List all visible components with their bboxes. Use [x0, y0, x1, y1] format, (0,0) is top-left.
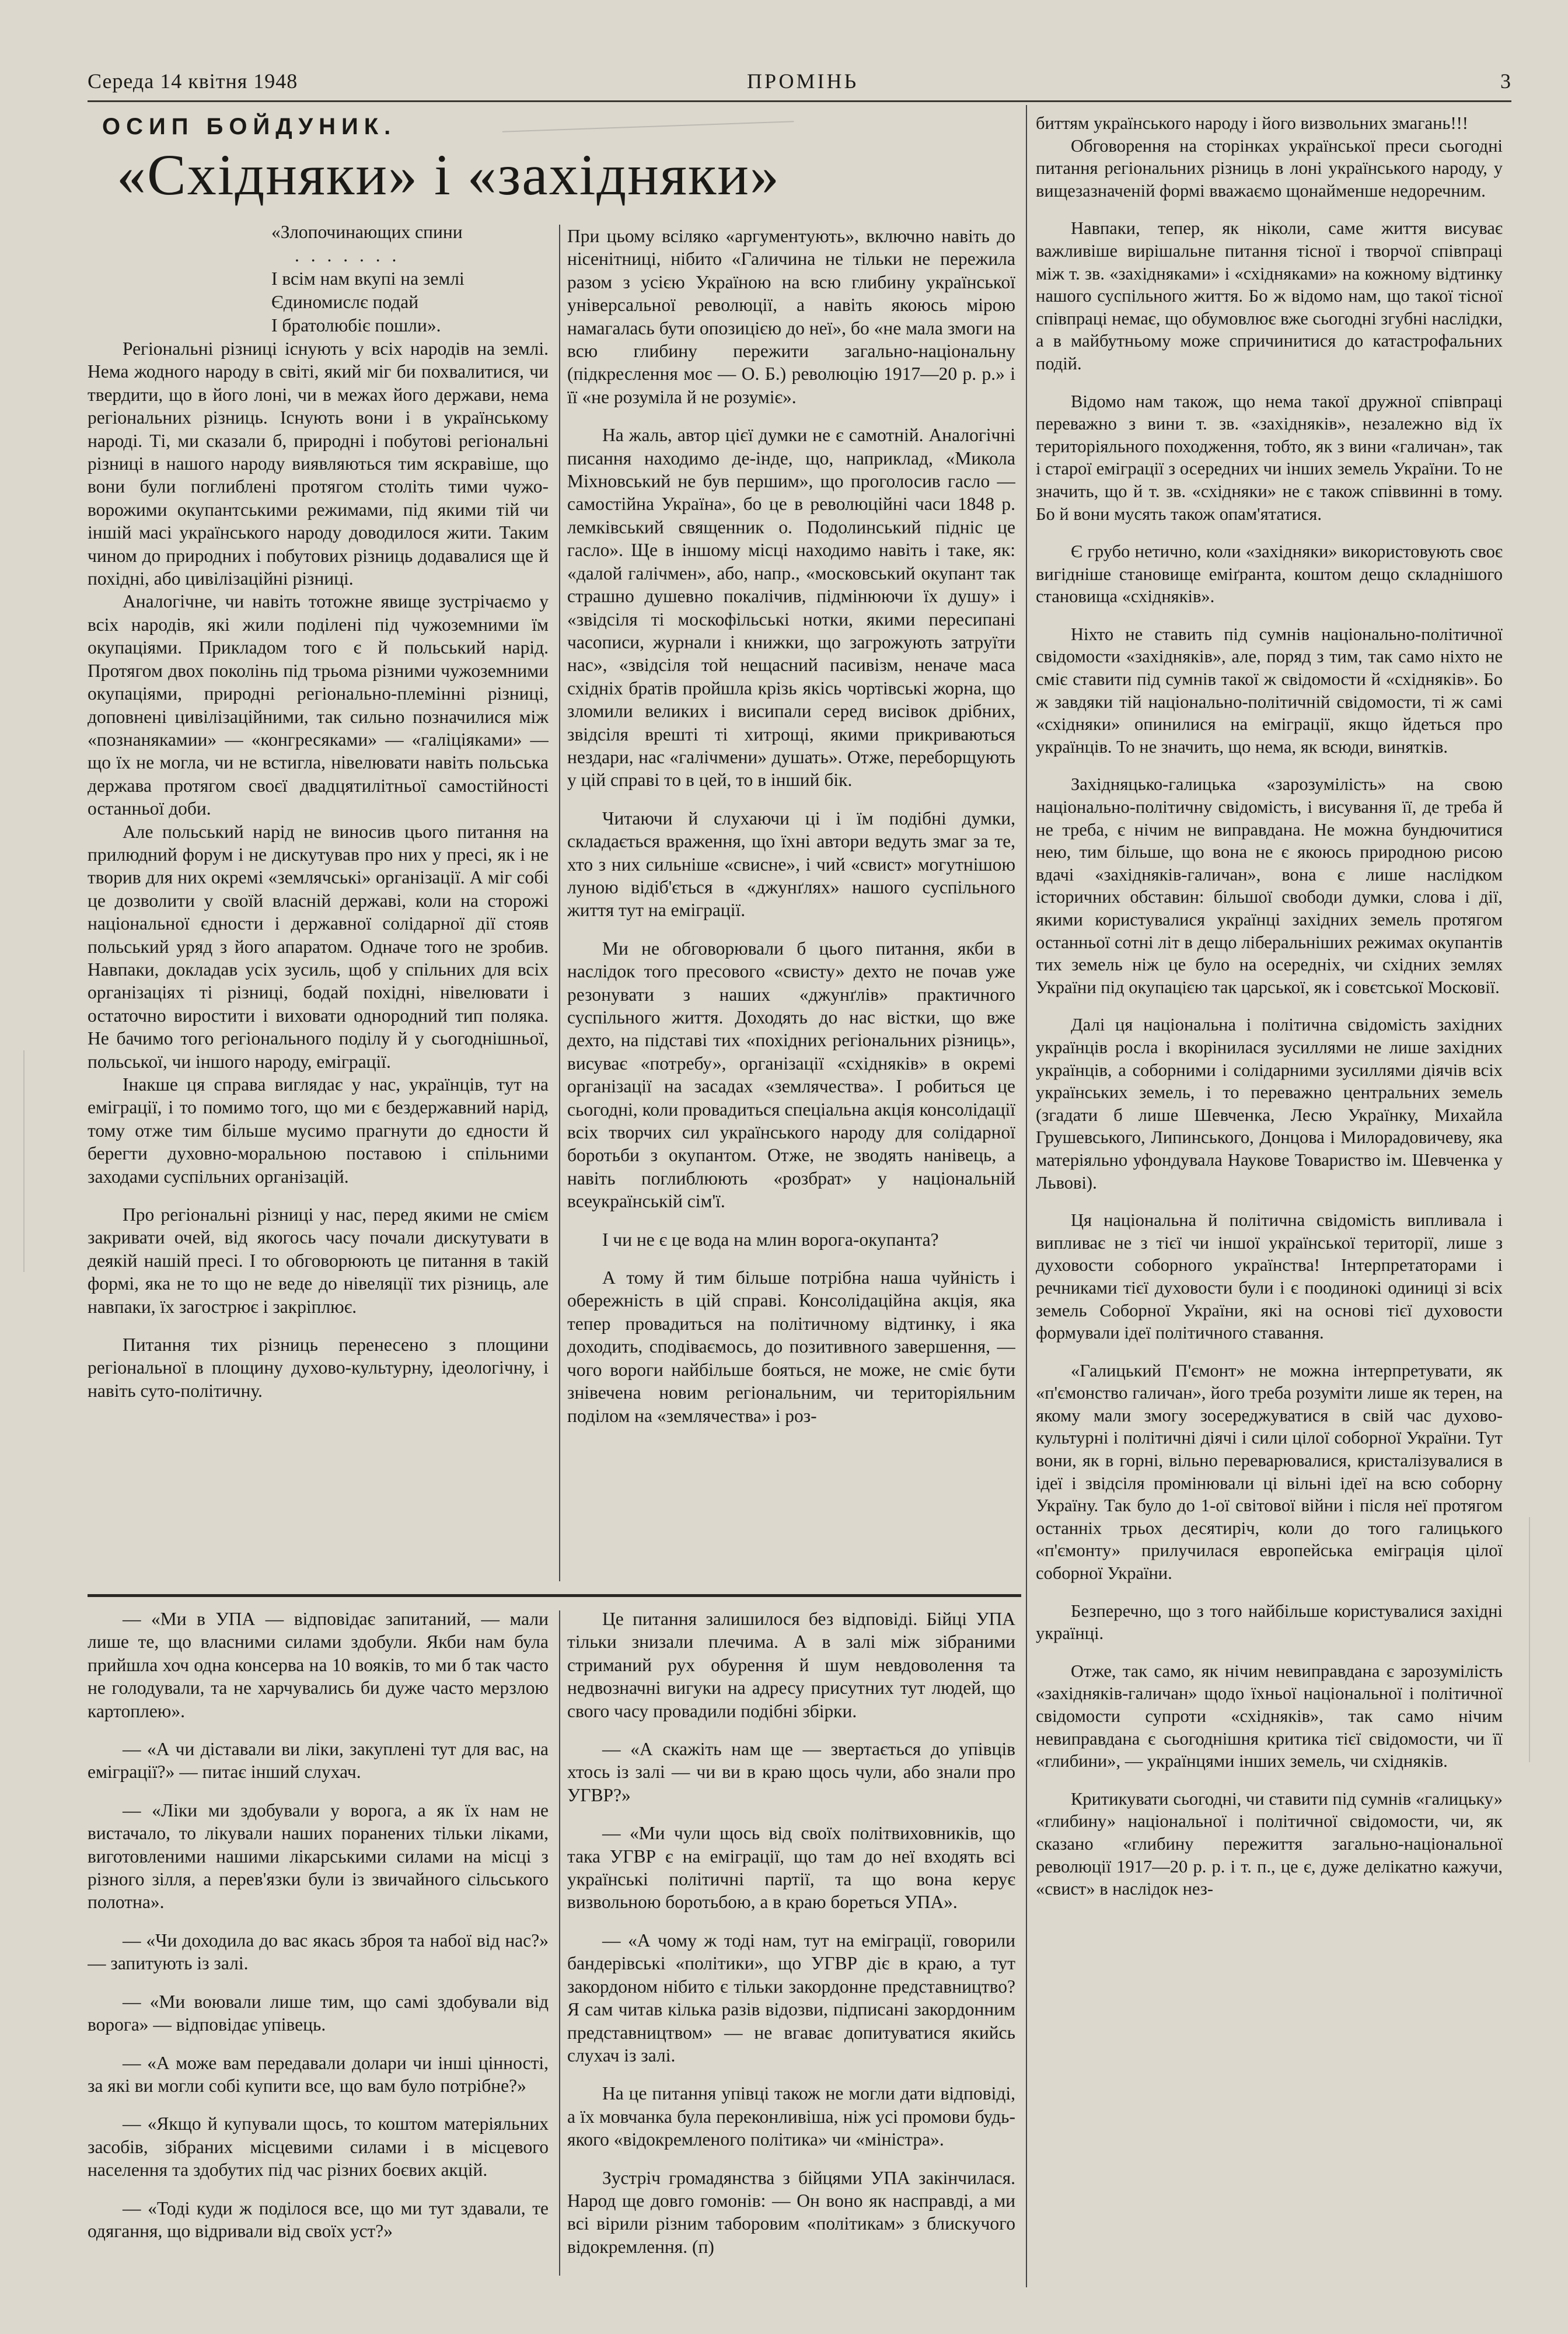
epigraph-line: І братолюбіє пошли».	[271, 315, 441, 336]
paragraph: — «Ми в УПА — відповідає запитаний, — мали лише те, що власними силами здобули. Якби нам була прийшла хоч одна консерва на 10 вояків, то ми б так часто не голодували, та не харчувались би дуже часто мерзлою картоплею».	[88, 1609, 549, 1721]
paragraph: — «Тоді куди ж поділося все, що ми тут здавали, те одягання, що відривали від своїх уст?»	[88, 2197, 549, 2241]
paragraph: Це питання залишилося без відповіді. Бійці УПА тільки знизали плечима. А в залі між зібраними стриманий рух обурення й шум невдоволення та недвозначні вигуки на адресу присутних тут людей, що свого часу провадили подібні збірки.	[567, 1609, 1015, 1721]
paragraph: Відомо нам також, що нема такої дружної співпраці переважно з вини т. зв. «західняків», незалежно від їх територіяльного походження, тобто, як з вини «галичан», так і старої еміграції з осередних чи інших земель України. То не значить, що й т. зв. «східняки» не є також співвинні в тому. Бо й вони мусять також опам'ятатися.	[1036, 391, 1503, 524]
paragraph: А тому й тим більше потрібна наша чуйність і обережність в цій справі. Консолідаційна акція, яка тепер провадиться на політичному відтинку, і яка доходить, сподіваємось, до позитивного завершення, — чого вороги найбільше бояться, не може, не сміє бути знівечена новим регіональним, чи територіяльним подiлом на «землячества» і роз-	[567, 1267, 1015, 1426]
column-divider	[1026, 105, 1027, 2287]
paragraph: — «Якщо й купували щось, то коштом матеріяльних засобів, зібраних місцевими силами і в місцевого населення та здобутих під час різних боєвих акцій.	[88, 2113, 549, 2181]
paragraph: Безперечно, що з того найбільше користувалися західні українці.	[1036, 1601, 1503, 1644]
paragraph: Є грубо нетично, коли «західняки» використовують своє вигідніше становище еміґранта, коштом дещо складнішого становища «східняків».	[1036, 541, 1503, 607]
paragraph: На це питання упівці також не могли дати відповіді, а їх мовчанка була переконливіша, ніж усі промови будь-якого «відокремленого політика» чи «міністра».	[567, 2083, 1015, 2150]
paragraph: — «Ліки ми здобували у ворога, а як їх нам не вистачало, то лікували наших поранених тільки ліками, виготовленими нашими лікарськими силами на місці з різного зілля, а перев'язки були із звичайного сільського полотна».	[88, 1800, 549, 1913]
paragraph: При цьому всіляко «аргументують», включно навіть до нісенітниці, нібито «Галичина не тільки не пережила разом з усією Україною на всю глибину української універсальної революції, а навіть якоюсь мірою намагалась бути опозицією до неї», бо «не мала змоги на всю глибину пережити загально-національну (підкреслення моє — О. Б.) революцію 1917—20 р. р.» і її «не розуміла й не розуміє».	[567, 226, 1015, 407]
article-column-1	[88, 337, 549, 1586]
article-column-2	[567, 225, 1015, 1587]
page-header	[88, 69, 1511, 104]
paragraph: Але польський нарід не виносив цього питання на прилюдний форум і не дискутував про них у пресі, як і не творив для них окремі «землячські» організації. А міг собі це дозволити у своїй власній державі, коли на сторожі національної єдности і державної солідарної дії стояв польський уряд з його апаратом. Одначе того не зробив. Навпаки, докладав усіх зусиль, щоб у спільних для всіх організаціях ті різниці, бодай похідні, нівелювати і остаточно виростити і виховати однородний тип поляка. Не бачимо того регіонального поділу й у сьогоднішньої, польської, чи іншого народу, еміграції.	[88, 821, 549, 1072]
paragraph: Читаючи й слухаючи ці і їм подібні думки, складається враження, що їхні автори ведуть змаг за те, хто з них сильніше «свисне», і чий «свист» могутнішою луною відіб'ється в «джунґлях» нашого суспільного життя тут на еміграції.	[567, 808, 1015, 921]
handwritten-mark	[501, 100, 794, 132]
epigraph-line: . . . . . . .	[295, 245, 400, 265]
epigraph-line: Єдиномислє подай	[271, 292, 419, 312]
paragraph: Зустріч громадянства з бійцями УПА закінчилася. Народ ще довго гомонів: — Он воно як насправді, а ми всі вірили різним таборовим «політикам» з блискучого відокремлення. (п)	[567, 2167, 1015, 2257]
upa-column-2	[567, 1608, 1015, 2279]
paragraph: Регіональні різниці існують у всіх народів на землі. Нема жодного народу в світі, який міг би похвалитися, чи твердити, що в його лоні, чи в межах його держави, нема регіональних різниць. Існують вони і в українському народі. Ті, ми сказали б, природні і побутові регіональні різниці в нашого народу виявляються тим яскравіше, що вони були поглиблені протягом століть тими чужо-ворожими окупантськими режимами, під якими тій чи іншій масі українського народу доводилося жити. Таким чином до природних і побутових різниць додавалися ще й похідні, або цивілізаційні різниці.	[88, 338, 549, 589]
paragraph: Про регіональні різниці у нас, перед якими не смієм закривати очей, від якогось часу почали дискутувати в деякій нашій пресі. І то обговорюють це питання в такій формі, яка не то що не веде до нівеляції тих різниць, але навпаки, їх загострює і закріплює.	[88, 1204, 549, 1317]
issue-date: Середа 14 квітня 1948	[88, 69, 298, 93]
article-column-3	[1036, 112, 1503, 2283]
upa-column-1	[88, 1608, 549, 2279]
paragraph: І чи не є це вода на млин ворога-окупанта?	[602, 1229, 939, 1250]
epigraph	[271, 221, 528, 337]
column-divider	[559, 1610, 560, 2276]
paragraph: Обговорення на сторінках української преси сьогодні питання регіональних різниць в лоні українського народу, у вищезазначеній формі вважаємо щонайменше недоречним.	[1036, 135, 1503, 201]
handwritten-mark	[1529, 1517, 1548, 1762]
paragraph: — «А скажіть нам ще — звертається до упівців хтось із залі — чи ви в краю щось чули, або знали про УГВР?»	[567, 1739, 1015, 1805]
page-number: 3	[1500, 69, 1511, 93]
paragraph: Далі ця національна і політична свідомість західних українців росла і вкорінилася зусиллями не лише західних українців, а соборними і солідарними зусиллями діячів всіх українських земель, і то переважно центральних земель (згадати б лише Шевченка, Лесю Українку, Михайла Грушевського, Липинського, Донцова і Милорадовичеву, яка матеріяльно уфондувала Наукове Товариство ім. Шевченка у Львові).	[1036, 1015, 1503, 1193]
paragraph: Інакше ця справа виглядає у нас, українців, тут на еміграції, і то помимо того, що ми є бездержавний нарід, тому отже тим більше мусимо прагнути до єдности й берегти духовно-моральною поставою і спільними заходами суспільних організацій.	[88, 1074, 549, 1187]
paragraph: — «А може вам передавали долари чи інші цінності, за які ви могли собі купити все, що вам було потрібне?»	[88, 2052, 549, 2096]
paragraph: «Галицький П'ємонт» не можна інтерпретувати, як «п'ємонство галичан», його треба розуміти лише як терен, на якому мали змогу зосереджуватися в свій час духово-культурні і політичні діячі і сили цілої соборної України. Тут вони, як в горні, вільно переварювалися, кристалізувалися в ідеї і звідсіля промінювали ці вільні ідеї на всю соборну Україну. Так було до 1-ої світової війни і після неї протягом останніх трьох десятиріч, коли до того галицького «п'ємонту» прилучилася европейська еміграція цілої соборної України.	[1036, 1360, 1503, 1584]
article-author: ОСИП БОЙДУНИК.	[102, 114, 397, 139]
paragraph: биттям українського народу і його визвольних змагань!!!	[1036, 113, 1468, 133]
paragraph: — «Ми воювали лише тим, що самі здобували від ворога» — відповідає упівець.	[88, 1991, 549, 2035]
paragraph: На жаль, автор цієї думки не є самотній. Аналогічні писання находимо де-інде, що, наприклад, «Микола Міхновський не був першим», що проголосив гасло — самостійна Україна», бо це в революційні часи 1848 р. лемківський священник о. Подолинський підніс це гасло». Ще в іншому місці находимо навіть і таке, як: «далой галічмен», або, напр., «московський окупант так страшно душевно покалічив, підмінюючи їх душу» і «звідсіля ті москофільські нотки, якими пересипані часописи, журнали і книжки, що загрожують затруїти нас», «звідсіля той нещасний пасивізм, неначе маса східніх братів пройшла крізь якісь чортівські жорна, що зломили великих і висипали серед висівок дрібних, звідсіля врешті ті хитрощі, якими прикриваються нездари, нас «галічмени» душать». Отже, переборщують у цій справі то в цей, то в інший бік.	[567, 425, 1015, 791]
column-divider	[559, 225, 560, 1581]
paragraph: — «А чому ж тоді нам, тут на еміграції, говорили бандерівські «політики», що УГВР діє в краю, а тут закордоном нібито є тільки закордонне представництво? Я сам читав кілька разів відозви, підписані закордонним представництвом» — не вгаває допитуватися якийсь слухач із залі.	[567, 1930, 1015, 2066]
paragraph: Ця національна й політична свідомість випливала і випливає не з тієї чи іншої української території, лише з духовости соборного українства! Інтерпретаторами і речниками тієї духовости були і є поодинокі одиниці зі всіх земель Соборної України, які на основі тієї духовости формували ідеї політичного ставання.	[1036, 1210, 1503, 1343]
section-rule	[88, 1594, 1021, 1597]
article-title: «Східняки» і «західняки»	[117, 142, 780, 207]
paragraph: Аналогічне, чи навіть тотожне явище зустрічаємо у всіх народів, які жили поділені під чужоземними їм окупаціями. Прикладом того є й польський нарід. Протягом двох поколінь під трьома різними чужоземними окупаціями, природні регіонально-племінні різниці, доповнені цивілізаційними, так сильно позначилися між «познанякамии» — «конгресяками» — «галіціяками» — що їх не могла, чи не встигла, нівелювати навіть польська держава протягом своєї двадцятилітньої самостійності останньої доби.	[88, 591, 549, 819]
paragraph: Критикувати сьогодні, чи ставити під сумнів «галицьку» «глибину» національної і політичної свідомости, чи, як сказано «глибину пережиття загально-національної революції 1917—20 р. р. і т. п., це є, дуже делікатно кажучи, «свист» в наслідок нез-	[1036, 1788, 1503, 1899]
handwritten-mark	[23, 1050, 48, 1272]
paragraph: Ніхто не ставить під сумнів національно-політичної свідомости «західняків», але, поряд з тим, так само ніхто не сміє ставити під сумнів такої ж свідомости й «східняків». Бо ж завдяки тій національно-політичній свідомости, ті ж самі «східняки» опинилися на еміграції, якщо йдеться про українців. То не значить, що нема, як всюди, винятків.	[1036, 624, 1503, 757]
paragraph: Ми не обговорювали б цього питання, якби в наслідок того пресового «свисту» дехто не почав уже резонувати з наших «джунґлів» практичного суспільного життя. Доходять до нас вістки, що вже дехто, на підставі тих «похідних регіональних різниць», висуває «потребу», організації «східняків» в окремі організації на засадах «землячества». І робиться це сьогодні, коли провадиться спеціальна акція консолідації всіх творчих сил українського народу для солідарної боротьби з окупантом. Отже, не зводять нанівець, а навіть поглиблюють «розбрат» у національній всеукраїнській сім'ї.	[567, 938, 1015, 1212]
epigraph-line: І всім нам вкупі на землі	[271, 268, 465, 289]
newspaper-name: ПРОМІНЬ	[747, 69, 859, 93]
paragraph: Навпаки, тепер, як ніколи, саме життя висуває важливіше вирішальне питання тісної і творчої співпраці між т. зв. «західняками» і «східняками» на кожному відтинку нашого суспільного життя. Бо ж відомо нам, що такої тісної співпраці немає, що обумовлює вже сьогодні згубні наслідки, а в майбутньому може спричинитися до катастрофальних подій.	[1036, 218, 1503, 373]
paragraph: — «Ми чули щось від своїх політвиховників, що така УГВР є на еміграції, що там до неї входять всі українські політичні партії, та що вона керує визвольною боротьбою, а в краю бореться УПА».	[567, 1823, 1015, 1913]
epigraph-line: «Злопочинающих спини	[271, 222, 463, 242]
paragraph: — «Чи доходила до вас якась зброя та набої від нас?» — запитують із залі.	[88, 1930, 549, 1974]
paragraph: — «А чи діставали ви ліки, закуплені тут для вас, на еміграції?» — питає інший слухач.	[88, 1739, 549, 1783]
paragraph: Питання тих різниць перенесено з площини регіональної в площину духово-культурну, ідеологічну, і навіть суто-політичну.	[88, 1334, 549, 1401]
header-rule	[88, 100, 1511, 102]
paragraph: Отже, так само, як нічим невиправдана є зарозумілість «західняків-галичан» щодо їхньої національної і політичної свідомости супроти «східняків», так само нічим невиправдана є сьогоднішня критика тієї свідомости, чи її «глибини», — українцями інших земель, чи східняків.	[1036, 1661, 1503, 1772]
paragraph: Західняцько-галицька «зарозумілість» на свою національно-політичну свідомість, і висування її, де треба й не треба, є нічим не виправдана. Не можна бундючитися нею, тим більше, що вона не є якоюсь природною рисою вдачі «західняків-галичан», вона є лише наслідком історичних обставин: більшої свободи думки, слова і дії, якими користувалися українці західних земель протягом останньої сотні літ в дещо ліберальніших режимах окупантів тих земель ніж це було на осередніх, чи східних землях України під окупацією так царської, як і совєтської Московії.	[1036, 774, 1503, 997]
